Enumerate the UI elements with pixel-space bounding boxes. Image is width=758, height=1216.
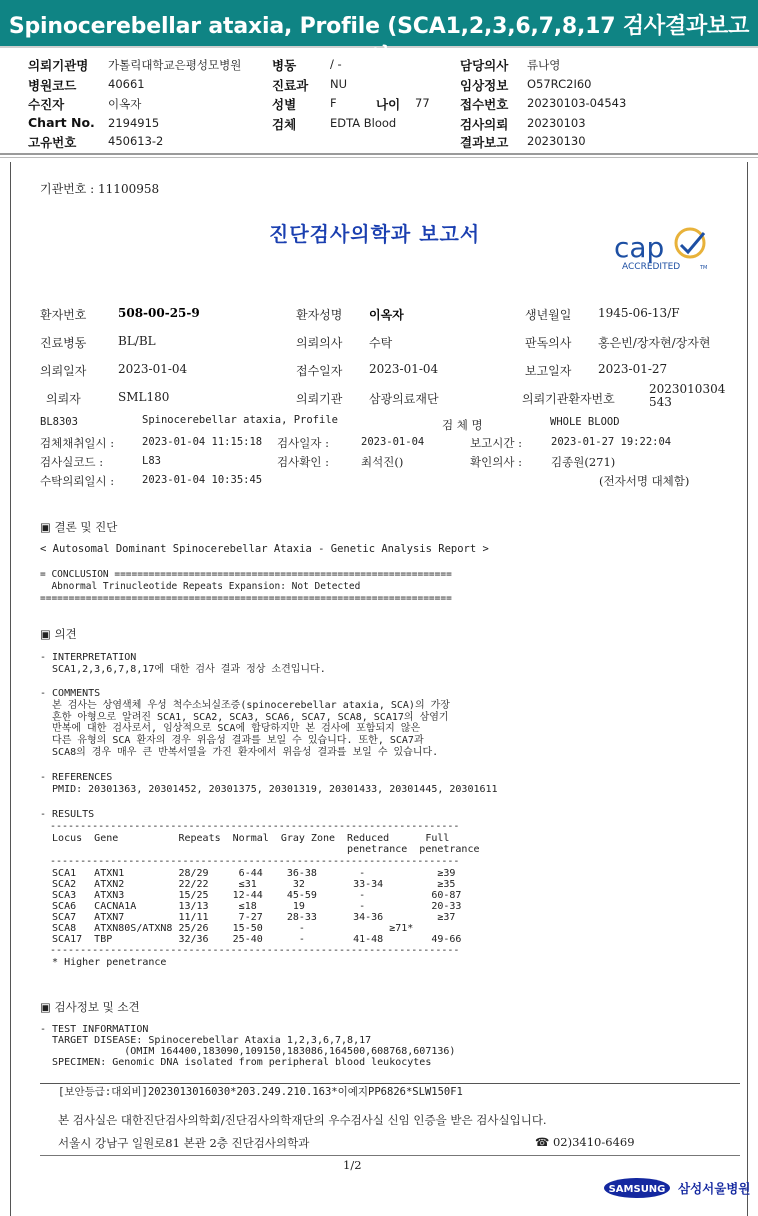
- header-value: NU: [330, 77, 348, 91]
- patient-value: 삼광의료재단: [369, 392, 439, 406]
- interpretation-text: SCA1,2,3,6,7,8,17에 대한 검사 결과 정상 소견입니다.: [40, 663, 326, 675]
- test-code: BL8303: [40, 416, 78, 428]
- footer-divider: [40, 1155, 740, 1156]
- header-label: 담당의사: [460, 58, 509, 73]
- section-info-heading: ▣ 검사정보 및 소견: [40, 1000, 140, 1014]
- comments-line: 다른 유형의 SCA 환자의 경우 위음성 결과를 보일 수 있습니다. 또한, SCA7과: [40, 735, 424, 747]
- interpretation-block: [40, 652, 326, 676]
- institution-number: 기관번호 : 11100958: [40, 182, 160, 196]
- conclusion-line: = CONCLUSION ===========================================================: [40, 569, 452, 580]
- header-label: 수진자: [28, 97, 65, 112]
- header-label: 나이: [376, 97, 401, 112]
- report-title: 진단검사의학과 보고서: [269, 222, 481, 246]
- meta-value: 최석진(): [361, 455, 404, 469]
- patient-label: 보고일자: [525, 364, 572, 378]
- footer-divider: [40, 1083, 740, 1084]
- patient-label: 접수일자: [296, 364, 343, 378]
- header-label: 접수번호: [460, 97, 509, 112]
- meta-value: 2023-01-04: [361, 436, 425, 448]
- comments-line: 흔한 아형으로 알려진 SCA1, SCA2, SCA3, SCA6, SCA7, SCA8, SCA17의 삼염기: [40, 711, 449, 723]
- table-row: SCA2 ATXN2 22/22 ≤31 32 33-34 ≥35: [40, 878, 456, 890]
- header-label: 의뢰기관명: [28, 58, 89, 73]
- test-info-line: TARGET DISEASE: Spinocerebellar Ataxia 1,2,3,6,7,8,17: [40, 1035, 372, 1046]
- meta-value: L83: [142, 455, 161, 467]
- header-value: 2194915: [108, 116, 160, 130]
- samsung-logo-icon: [603, 1174, 751, 1204]
- certification-text: 본 검사실은 대한진단검사의학회/진단검사의학재단의 우수검사실 신임 인증을 받은 검사실입니다.: [58, 1113, 547, 1127]
- patient-value: 2023010304543: [649, 382, 726, 409]
- header-divider: [0, 157, 758, 158]
- header-label: 결과보고: [460, 135, 509, 150]
- meta-label: 확인의사 :: [470, 455, 522, 469]
- samsung-badge-text: SAMSUNG: [608, 1184, 666, 1195]
- header-label: 임상정보: [460, 78, 509, 93]
- section-conclusion-heading: ▣ 결론 및 진단: [40, 520, 118, 534]
- meta-label: 검사일자 :: [277, 436, 329, 450]
- header-value: 40661: [108, 77, 145, 91]
- patient-label: 의뢰의사: [296, 336, 343, 350]
- meta-label: 수탁의뢰일시 :: [40, 474, 115, 488]
- signature-note: (전자서명 대체함): [599, 474, 690, 488]
- meta-label: 검체채취일시 :: [40, 436, 115, 450]
- header-value: 류나영: [527, 58, 561, 72]
- comments-line: 반복에 대한 검사로서, 임상적으로 SCA에 합당하지만 본 검사에 포함되지 않은: [40, 723, 421, 735]
- patient-label: 판독의사: [525, 336, 572, 350]
- patient-value: 508-00-25-9: [118, 306, 200, 320]
- header-value: 450613-2: [108, 134, 164, 148]
- results-block: [40, 809, 480, 969]
- comments-line: 본 검사는 상염색체 우성 척수소뇌실조증(spinocerebellar ataxia, SCA)의 가장: [40, 699, 450, 711]
- references-text: PMID: 20301363, 20301452, 20301375, 20301319, 20301433, 20301445, 20301611: [40, 783, 498, 795]
- meta-value: 2023-01-04 11:15:18: [142, 436, 263, 448]
- header-value: EDTA Blood: [330, 116, 397, 130]
- header-label: 고유번호: [28, 135, 77, 150]
- header-value: 77: [415, 96, 430, 110]
- table-row: SCA6 CACNA1A 13/13 ≤18 19 - 20-33: [40, 900, 462, 912]
- test-info-line: - TEST INFORMATION: [40, 1024, 149, 1035]
- references-block: [40, 772, 498, 796]
- header-value: 20230103: [527, 116, 586, 130]
- patient-label: 의뢰일자: [40, 364, 87, 378]
- header-label: Chart No.: [28, 115, 95, 130]
- header-label: 진료과: [272, 78, 309, 93]
- test-info-line: (OMIM 164400,183090,109150,183086,164500,608768,607136): [40, 1046, 456, 1057]
- references-heading: - REFERENCES: [40, 772, 113, 783]
- cap-logo-text: cap: [614, 231, 665, 264]
- meta-label: 검사실코드 :: [40, 455, 104, 469]
- interpretation-heading: - INTERPRETATION: [40, 652, 137, 663]
- conclusion-line: Abnormal Trinucleotide Repeats Expansion: Not Detected: [40, 580, 361, 592]
- patient-value: 2023-01-04: [118, 362, 188, 376]
- comments-line: SCA8의 경우 매우 큰 반복서열을 가진 환자에서 위음성 결과를 보일 수 있습니다.: [40, 746, 439, 758]
- patient-label: 환자번호: [40, 308, 87, 322]
- patient-label: 의뢰기관환자번호: [522, 392, 615, 406]
- patient-value: 수탁: [369, 336, 393, 350]
- header-divider: [0, 153, 758, 155]
- comments-heading: - COMMENTS: [40, 688, 101, 699]
- header-label: 병동: [272, 58, 297, 73]
- meta-value: 2023-01-27 19:22:04: [551, 436, 672, 448]
- comments-block: [40, 688, 450, 759]
- meta-label: 검사확인 :: [277, 455, 329, 469]
- results-rule: --------------------------------------------------------------------: [50, 820, 460, 832]
- meta-value: 김종원(271): [551, 455, 616, 469]
- table-row: SCA8 ATXN80S/ATXN8 25/26 15-50 - ≥71*: [40, 922, 414, 934]
- meta-value: 2023-01-04 10:35:45: [142, 474, 263, 486]
- header-label: 성별: [272, 97, 297, 112]
- samsung-hospital-name: 삼성서울병원: [678, 1181, 751, 1196]
- patient-label: 생년월일: [525, 308, 572, 322]
- table-row: SCA1 ATXN1 28/29 6-44 36-38 - ≥39: [40, 867, 456, 879]
- banner-title: Spinocerebellar ataxia, Profile (SCA1,2,3,6,7,8,17 검사결과보고서: [8, 14, 750, 70]
- patient-value: 1945-06-13/F: [598, 306, 680, 320]
- test-info-block: [40, 1024, 455, 1068]
- header-value: F: [330, 96, 337, 110]
- patient-value: SML180: [118, 390, 170, 404]
- cap-logo-icon: [612, 225, 718, 275]
- results-footnote: * Higher penetrance: [40, 956, 167, 968]
- patient-value: 이옥자: [369, 308, 404, 322]
- header-label: 병원코드: [28, 78, 77, 93]
- patient-value: 홍은빈/장자현/장자현: [598, 336, 711, 350]
- header-value: 20230130: [527, 134, 586, 148]
- cap-logo-tm: TM: [700, 265, 708, 271]
- patient-value: 2023-01-04: [369, 362, 439, 376]
- patient-label: 진료병동: [40, 336, 87, 350]
- meta-label: 보고시간 :: [470, 436, 522, 450]
- results-rule: --------------------------------------------------------------------: [50, 856, 460, 868]
- table-row: SCA7 ATXN7 11/11 7-27 28-33 34-36 ≥37: [40, 911, 456, 923]
- header-value: O57RC2I60: [527, 77, 592, 91]
- samsung-hospital-logo: [603, 1174, 751, 1204]
- header-value: 이옥자: [108, 97, 142, 111]
- test-info-line: SPECIMEN: Genomic DNA isolated from peripheral blood leukocytes: [40, 1057, 432, 1068]
- test-name: Spinocerebellar ataxia, Profile: [142, 414, 338, 426]
- patient-value: BL/BL: [118, 334, 156, 348]
- security-line: [보안등급:대외비]2023013016030*203.249.210.163*이예지PP6826*SLW150F1: [58, 1086, 463, 1098]
- specimen-label: 검 체 명: [442, 418, 483, 432]
- specimen-value: WHOLE BLOOD: [550, 416, 620, 428]
- header-value: 20230103-04543: [527, 96, 627, 110]
- conclusion-block: [40, 569, 452, 604]
- page-number: 1/2: [343, 1158, 362, 1172]
- cap-accredited-logo: [612, 225, 718, 275]
- results-rule: --------------------------------------------------------------------: [50, 944, 460, 956]
- header-label: 검체: [272, 117, 297, 132]
- results-heading: - RESULTS: [40, 809, 95, 820]
- section-opinion-heading: ▣ 의견: [40, 627, 77, 641]
- conclusion-line: ========================================================================: [40, 592, 452, 604]
- report-subtitle: < Autosomal Dominant Spinocerebellar Ataxia - Genetic Analysis Report >: [40, 543, 489, 555]
- patient-value: 2023-01-27: [598, 362, 668, 376]
- patient-label: 의뢰기관: [296, 392, 343, 406]
- table-row: SCA17 TBP 32/36 25-40 - 41-48 49-66: [40, 933, 462, 945]
- header-label: 검사의뢰: [460, 117, 509, 132]
- lab-phone: ☎ 02)3410-6469: [535, 1135, 635, 1149]
- table-row: SCA3 ATXN3 15/25 12-44 45-59 - 60-87: [40, 889, 462, 901]
- results-header-row: penetrance penetrance: [40, 844, 480, 856]
- patient-label: 의뢰자: [46, 392, 81, 406]
- results-header-row: Locus Gene Repeats Normal Gray Zone Reduced Full: [40, 832, 450, 844]
- header-value: 가톨릭대학교은평성모병원: [108, 58, 242, 72]
- patient-label: 환자성명: [296, 308, 343, 322]
- header-value: / -: [330, 57, 342, 71]
- lab-address: 서울시 강남구 일원로81 본관 2층 진단검사의학과: [58, 1136, 310, 1150]
- cap-logo-subtext: ACCREDITED: [622, 262, 681, 272]
